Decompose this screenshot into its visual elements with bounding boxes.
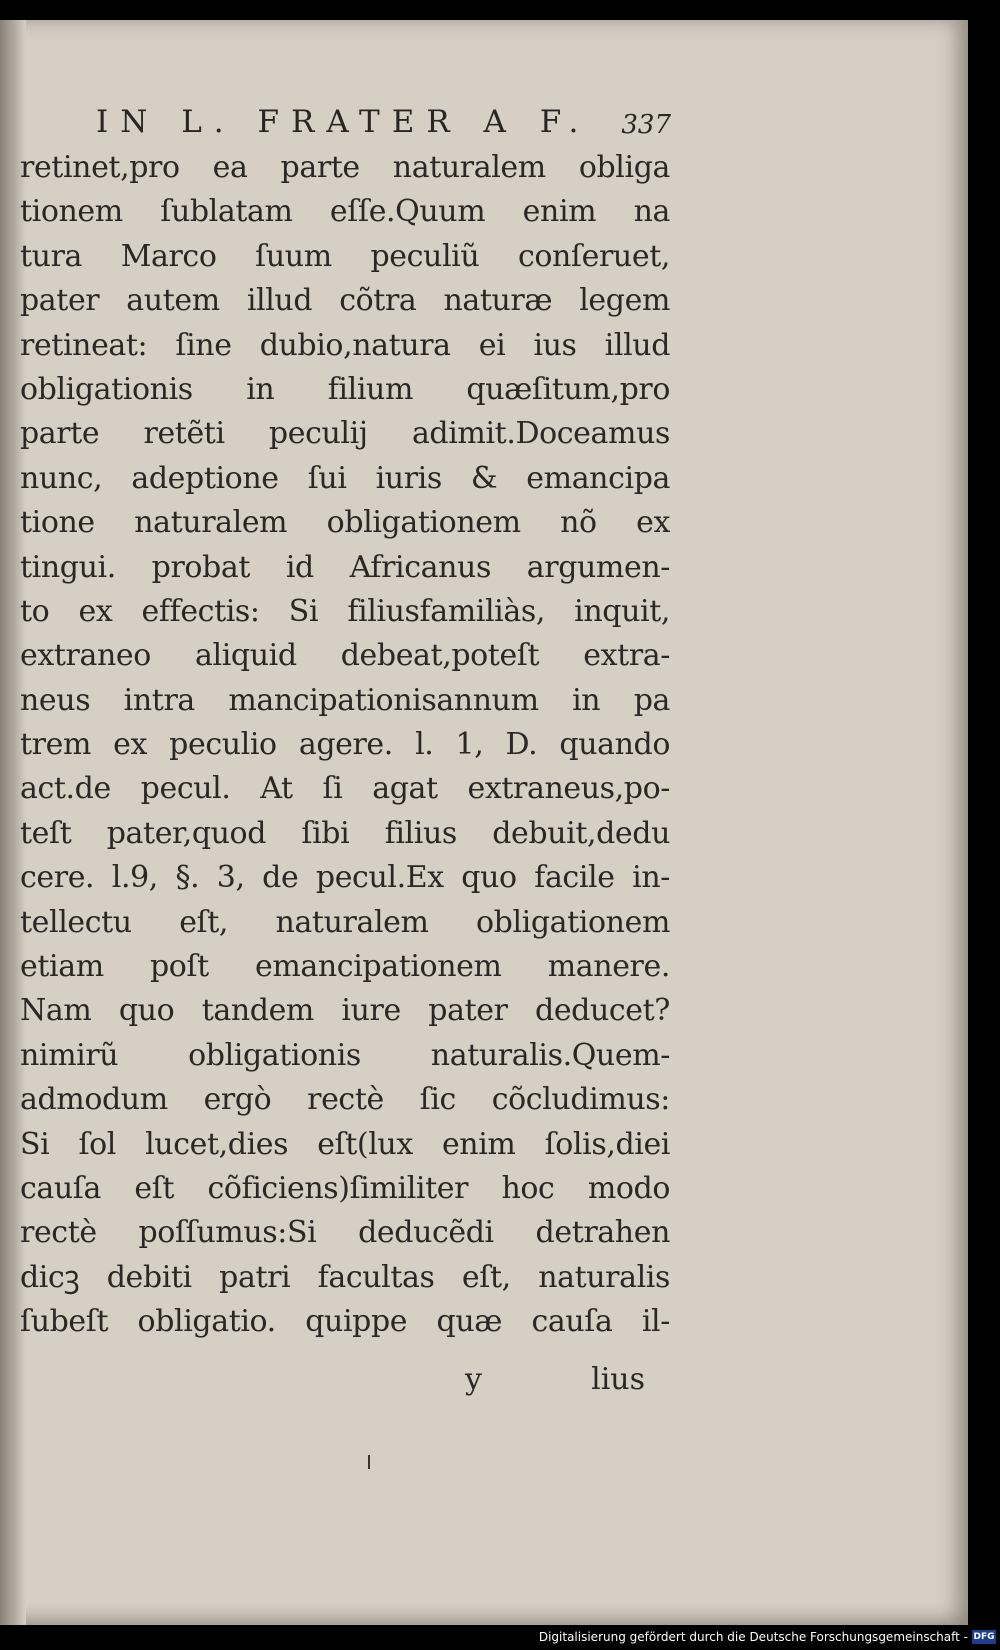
text-line: act.de pecul. At ſi agat extraneus,po-	[20, 771, 670, 807]
text-line: trem ex peculio agere. l. 1, D. quando	[20, 727, 670, 763]
text-line: admodum ergò rectè ſic cõcludimus:	[20, 1082, 670, 1118]
text-line: tura Marco ſuum peculiũ conſeruet,	[20, 238, 670, 274]
text-line: teſt pater,quod ſibi filius debuit,dedu	[20, 815, 670, 851]
text-line: cere. l.9, §. 3, de pecul.Ex quo facile in-	[20, 860, 670, 896]
dfg-logo-icon: DFG	[973, 1632, 995, 1642]
text-line: obligationis in filium quæſitum,pro	[20, 371, 670, 407]
catchword: lius	[591, 1362, 645, 1397]
text-line: extraneo aliquid debeat,poteſt extra-	[20, 638, 670, 674]
funding-credit: Digitalisierung gefördert durch die Deutsche Forschungsgemeinschaft -	[538, 1630, 968, 1644]
signature-mark: y	[465, 1362, 482, 1397]
page-number: 337	[621, 110, 671, 140]
text-line: retinet,pro ea parte naturalem obliga	[20, 150, 670, 185]
text-line: tellectu eſt, naturalem obligationem	[20, 904, 670, 940]
text-line: nimirũ obligationis naturalis.Quem-	[20, 1037, 670, 1073]
running-head-title: IN L. FRATER A F.	[96, 104, 591, 140]
text-line: Si ſol lucet,dies eſt(lux enim ſolis,diei	[20, 1126, 670, 1162]
text-line: nunc, adeptione ſui iuris & emancipa	[20, 460, 670, 496]
ink-speck	[368, 1455, 370, 1469]
text-line: parte retẽti peculij adimit.Doceamus	[20, 416, 670, 452]
text-line: neus intra mancipationisannum in pa	[20, 682, 670, 718]
footer-bar	[0, 1625, 1000, 1650]
text-line: tionem ſublatam eſſe.Quum enim na	[20, 194, 670, 230]
text-line: etiam poſt emancipationem manere.	[20, 949, 670, 985]
text-line: ſubeſt obligatio. quippe quæ cauſa il-	[20, 1304, 670, 1340]
text-line: rectè poſſumus:Si deducẽdi detrahen	[20, 1215, 670, 1251]
text-line: tione naturalem obligationem nõ ex	[20, 505, 670, 541]
text-line: dicꝫ debiti patri facultas eſt, naturalis	[20, 1259, 670, 1295]
text-line: to ex effectis: Si filiusfamiliàs, inquit,	[20, 593, 670, 629]
text-line: tingui. probat id Africanus argumen-	[20, 549, 670, 585]
text-line: retineat: ſine dubio,natura ei ius illud	[20, 327, 670, 363]
body-text	[20, 146, 670, 1396]
catchword-line	[465, 1362, 645, 1402]
text-line: cauſa eſt cõficiens)ſimiliter hoc modo	[20, 1170, 670, 1206]
running-head	[96, 104, 671, 144]
text-line: pater autem illud cõtra naturæ legem	[20, 283, 670, 319]
text-line: Nam quo tandem iure pater deducet?	[20, 993, 670, 1029]
